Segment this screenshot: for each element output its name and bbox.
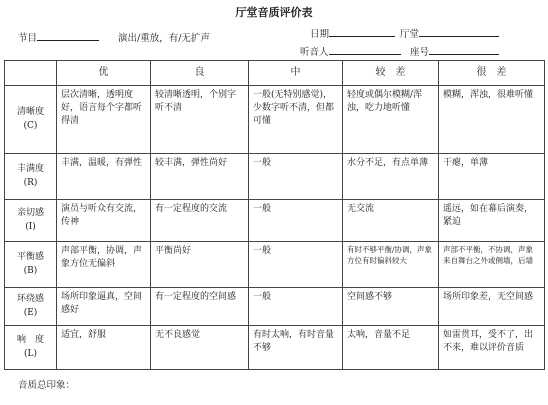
form-title: 厅堂音质评价表 xyxy=(235,6,313,19)
attribute-cell xyxy=(5,326,57,370)
rating-cell[interactable]: 较清晰透明，个别字听不清 xyxy=(151,86,249,154)
rating-cell[interactable]: 一般 xyxy=(249,242,343,288)
rating-cell[interactable]: 有一定程度的交流 xyxy=(151,200,249,242)
rating-cell[interactable]: 一般 xyxy=(249,200,343,242)
rating-cell[interactable]: 一般 xyxy=(249,154,343,200)
program-blank[interactable] xyxy=(37,31,99,41)
listener-label: 听音人 xyxy=(300,47,329,58)
attribute-symbol: (B) xyxy=(23,265,38,276)
table-row xyxy=(5,200,545,242)
rating-cell[interactable]: 空间感不够 xyxy=(343,288,439,326)
seat-field[interactable] xyxy=(410,44,499,58)
attribute-cell xyxy=(5,86,57,154)
header-excellent: 优 xyxy=(57,61,151,86)
attribute-cell xyxy=(5,200,57,242)
rating-cell[interactable]: 有时太响，有时音量不够 xyxy=(249,326,343,370)
rating-cell[interactable]: 较丰满，弹性尚好 xyxy=(151,154,249,200)
header-row xyxy=(5,61,545,86)
rating-cell[interactable]: 场所印象差，无空间感 xyxy=(439,288,545,326)
rating-cell[interactable]: 无不良感觉 xyxy=(151,326,249,370)
hall-blank[interactable] xyxy=(419,27,499,37)
rating-cell[interactable]: 适宜，舒服 xyxy=(57,326,151,370)
rating-cell[interactable]: 遥远，如在幕后演奏，紧迫 xyxy=(439,200,545,242)
date-label: 日期 xyxy=(310,29,330,40)
rating-cell[interactable]: 层次清晰，透明度好，语言每个字都听得清 xyxy=(57,86,151,154)
header-average: 中 xyxy=(249,61,343,86)
attribute-name: 环绕感 xyxy=(16,294,44,305)
table-row xyxy=(5,326,545,370)
hall-field[interactable] xyxy=(400,26,499,40)
attribute-symbol: (E) xyxy=(23,307,38,318)
rating-cell[interactable]: 太响，音量不足 xyxy=(343,326,439,370)
header-poor: 较 差 xyxy=(343,61,439,86)
attribute-name: 平衡感 xyxy=(16,252,44,263)
table-row xyxy=(5,288,545,326)
rating-cell[interactable]: 声部不平衡，不协调，声象来自舞台之外或侧墙，后墙 xyxy=(439,242,545,288)
rating-cell[interactable]: 丰满，温暖，有弹性 xyxy=(57,154,151,200)
rating-cell[interactable]: 轻度或偶尔模糊/浑浊，吃力地听懂 xyxy=(343,86,439,154)
attribute-symbol: (R) xyxy=(23,177,38,188)
attribute-cell xyxy=(5,288,57,326)
header-very-poor: 很 差 xyxy=(439,61,545,86)
table-row xyxy=(5,242,545,288)
rating-cell[interactable]: 一般 xyxy=(249,288,343,326)
date-field[interactable] xyxy=(310,26,395,40)
attribute-name: 丰满度 xyxy=(16,164,44,175)
table-row xyxy=(5,154,545,200)
rating-cell[interactable]: 平衡尚好 xyxy=(151,242,249,288)
attribute-cell xyxy=(5,242,57,288)
attribute-symbol: (C) xyxy=(23,120,38,131)
program-label: 节目 xyxy=(18,33,38,44)
overall-impression-label: 音质总印象： xyxy=(18,380,76,391)
rating-cell[interactable]: 有时不够平衡/协调，声象方位有时偏斜较大 xyxy=(343,242,439,288)
rating-cell[interactable]: 模糊，浑浊，很难听懂 xyxy=(439,86,545,154)
seat-label: 座号 xyxy=(410,47,430,58)
listener-field[interactable] xyxy=(300,44,401,58)
attribute-name: 亲切感 xyxy=(16,208,44,219)
rating-cell[interactable]: 场所印象逼真，空间感好 xyxy=(57,288,151,326)
rating-cell[interactable]: 水分不足，有点单薄 xyxy=(343,154,439,200)
program-field[interactable] xyxy=(18,30,99,44)
attribute-cell xyxy=(5,154,57,200)
rating-cell[interactable]: 一般(无特别感觉)，少数字听不清，但都可懂 xyxy=(249,86,343,154)
corner-cell xyxy=(5,61,57,86)
hall-label: 厅堂 xyxy=(400,29,420,40)
rating-cell[interactable]: 干瘪，单薄 xyxy=(439,154,545,200)
listener-blank[interactable] xyxy=(329,45,401,55)
attribute-symbol: (L) xyxy=(24,348,37,359)
table-row xyxy=(5,86,545,154)
rating-cell[interactable]: 声部平衡，协调，声象方位无偏斜 xyxy=(57,242,151,288)
date-blank[interactable] xyxy=(329,27,395,37)
seat-blank[interactable] xyxy=(429,45,499,55)
evaluation-table xyxy=(4,60,545,370)
attribute-name: 清晰度 xyxy=(16,107,44,118)
rating-cell[interactable]: 无交流 xyxy=(343,200,439,242)
attribute-symbol: (I) xyxy=(25,221,36,232)
mode-label: 演出/重放，有/无扩声 xyxy=(118,33,210,44)
attribute-name: 响 度 xyxy=(16,335,44,346)
rating-cell[interactable]: 演员与听众有交流，传神 xyxy=(57,200,151,242)
header-good: 良 xyxy=(151,61,249,86)
rating-cell[interactable]: 有一定程度的空间感 xyxy=(151,288,249,326)
rating-cell[interactable]: 如雷贯耳，受不了，出不来，难以评价音质 xyxy=(439,326,545,370)
